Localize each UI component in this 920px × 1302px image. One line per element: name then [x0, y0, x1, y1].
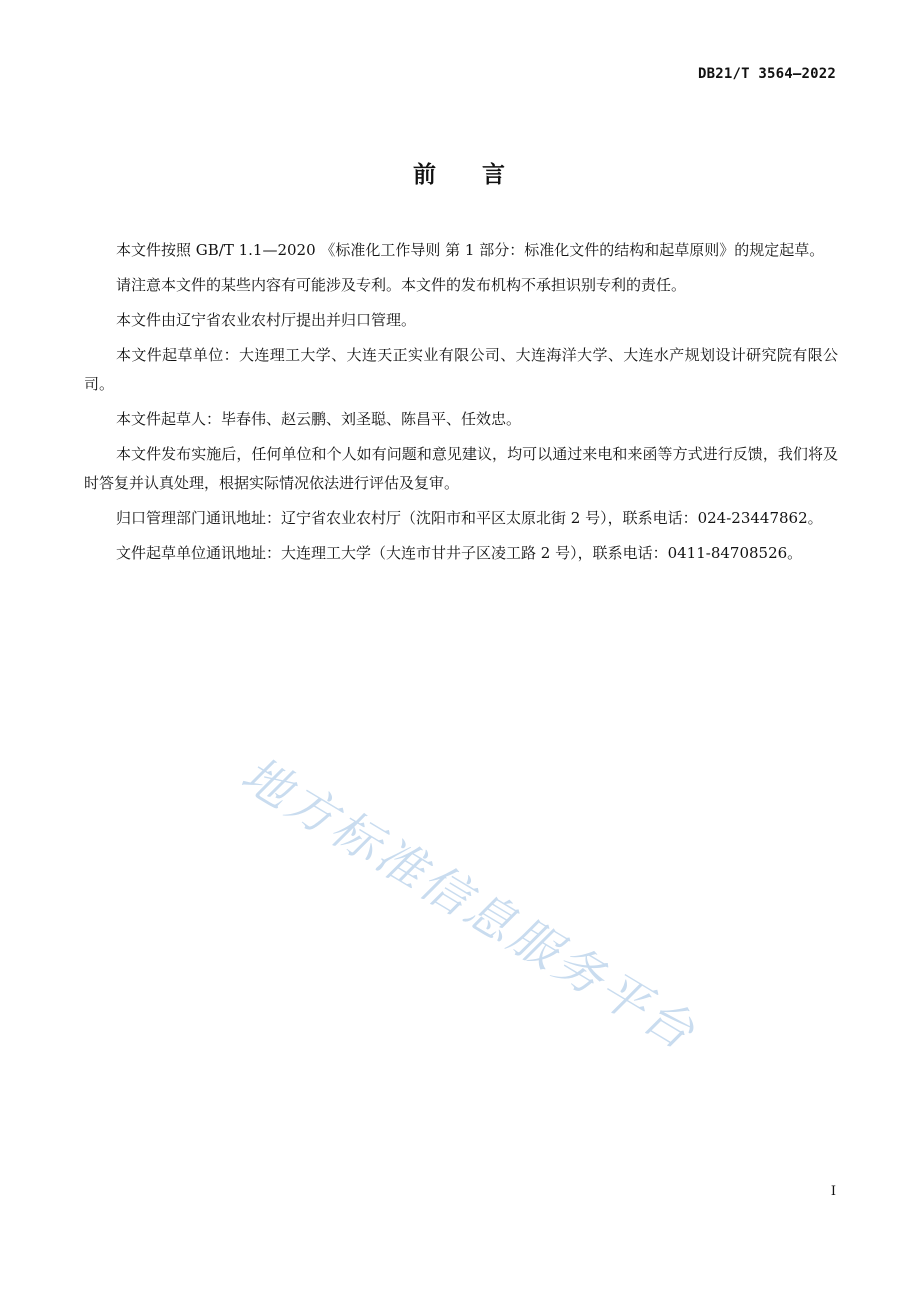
- page-title: [0, 156, 920, 189]
- paragraph-patent-notice: 请注意本文件的某些内容有可能涉及专利。本文件的发布机构不承担识别专利的责任。: [116, 276, 687, 294]
- paragraph-drafting-rules: 本文件按照 GB/T 1.1—2020 《标准化工作导则 第 1 部分：标准化文件的结构和起草原则》的规定起草。: [116, 241, 825, 259]
- paragraph-drafters: 本文件起草人：毕春伟、赵云鹏、刘圣聪、陈昌平、任效忠。: [116, 410, 522, 428]
- paragraph-proposer: 本文件由辽宁省农业农村厅提出并归口管理。: [116, 311, 417, 329]
- paragraph-feedback: 本文件发布实施后，任何单位和个人如有问题和意见建议，均可以通过来电和来函等方式进行反馈，我们将及时答复并认真处理，根据实际情况依法进行评估及复审。: [84, 445, 838, 492]
- title-part-1: 前: [413, 162, 438, 188]
- title-part-2: 言: [482, 162, 507, 188]
- paragraph-drafting-units: 本文件起草单位：大连理工大学、大连天正实业有限公司、大连海洋大学、大连水产规划设计研究院有限公司。: [84, 346, 838, 393]
- watermark: [218, 744, 778, 1084]
- foreword-body: [84, 236, 838, 574]
- watermark-text: 地方标准信息服务平台: [231, 746, 707, 1063]
- paragraph-management-address: 归口管理部门通讯地址：辽宁省农业农村厅（沈阳市和平区太原北街 2 号），联系电话：024-23447862。: [116, 509, 823, 527]
- paragraph-drafter-address: 文件起草单位通讯地址：大连理工大学（大连市甘井子区凌工路 2 号），联系电话：0411-84708526。: [116, 544, 803, 562]
- document-code: DB21/T 3564—2022: [697, 66, 836, 82]
- page-number: I: [830, 1184, 836, 1199]
